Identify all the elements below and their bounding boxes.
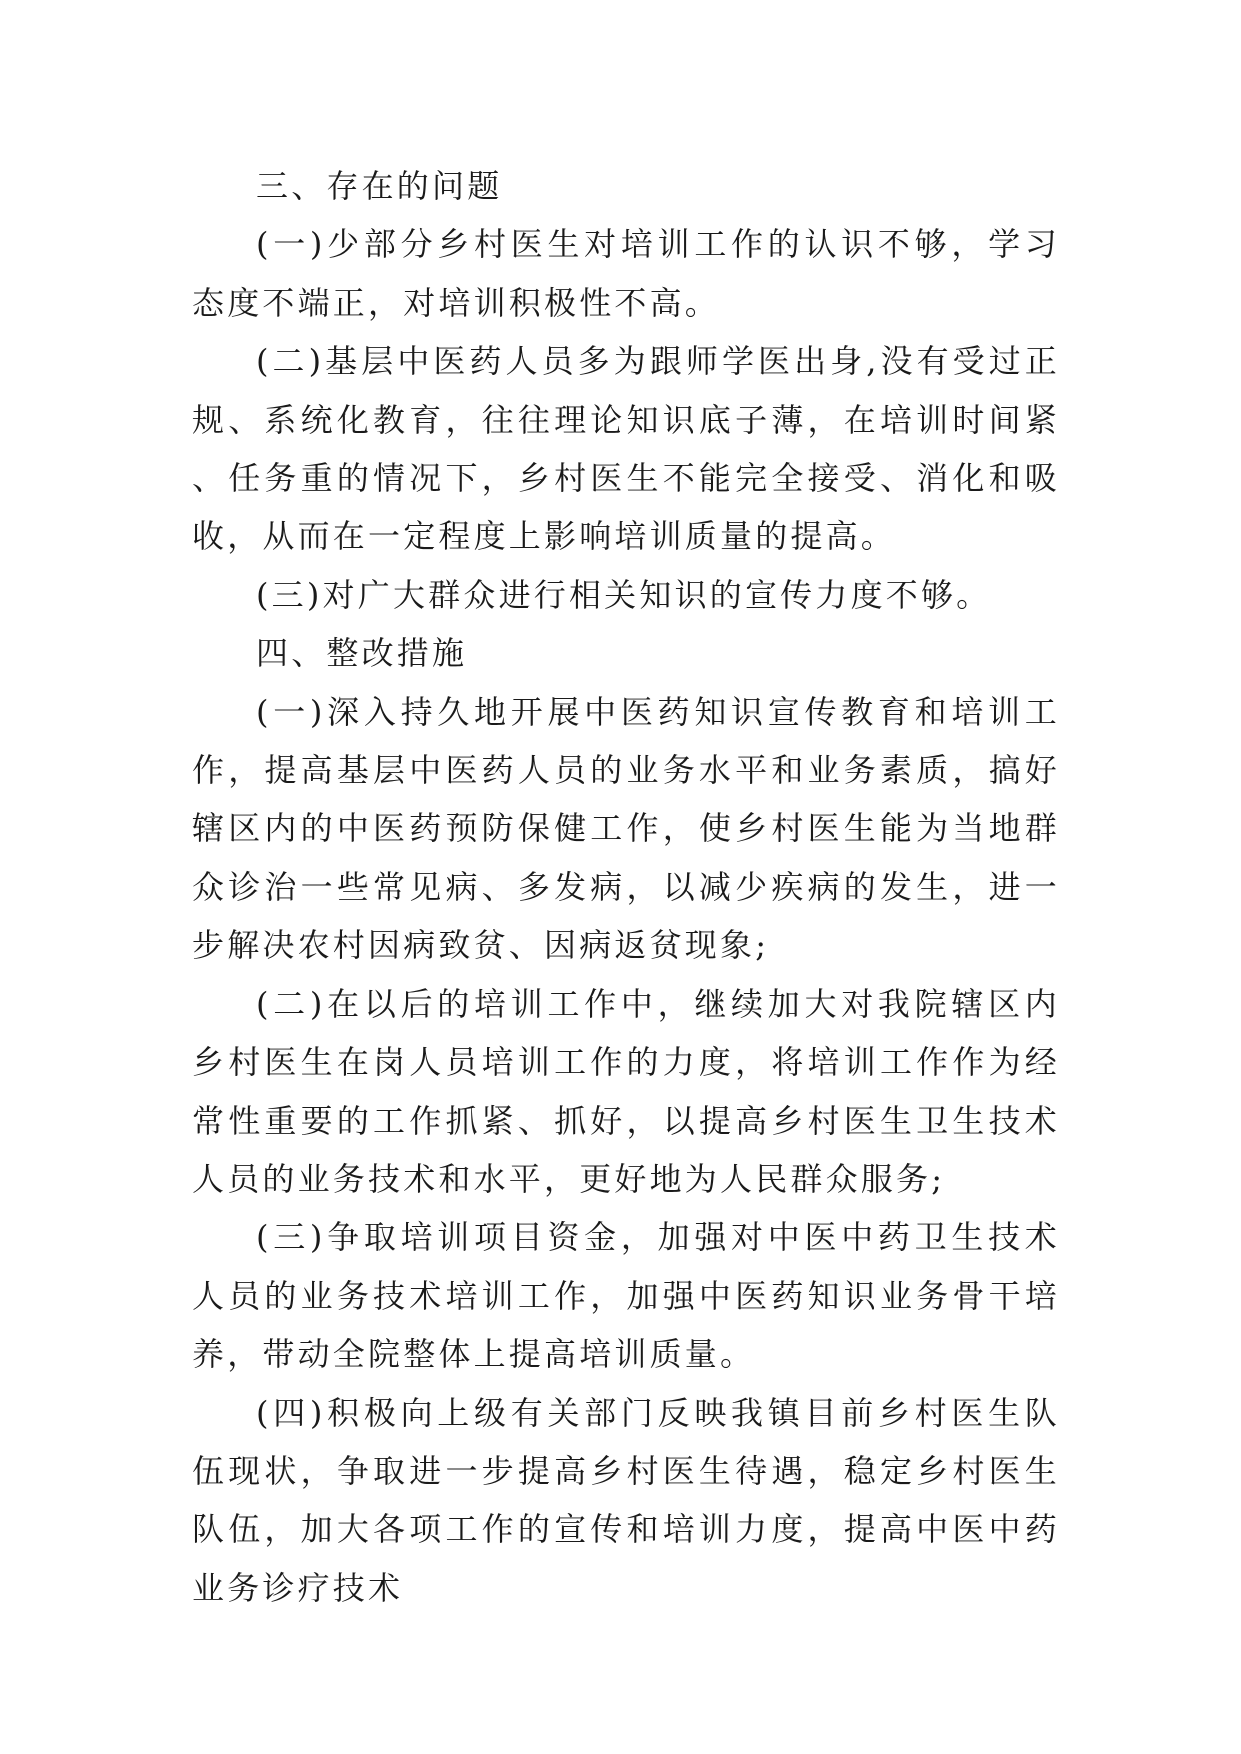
measure-item-4: (四)积极向上级有关部门反映我镇目前乡村医生队伍现状，争取进一步提高乡村医生待遇，稳定乡村医生队伍，加大各项工作的宣传和培训力度，提高中医中药业务诊疗技术 [192, 1393, 1060, 1607]
problem-item-2: (二)基层中医药人员多为跟师学医出身,没有受过正规、系统化教育，往往理论知识底子薄，在培训时间紧、任务重的情况下，乡村医生不能完全接受、消化和吸收，从而在一定程度上影响培训质量的提高。 [192, 342, 1060, 556]
problem-item-3: (三)对广大群众进行相关知识的宣传力度不够。 [256, 575, 992, 614]
problem-item-1: (一)少部分乡村医生对培训工作的认识不够，学习态度不端正，对培训积极性不高。 [192, 225, 1060, 322]
document-body [192, 157, 1060, 1617]
measure-item-3: (三)争取培训项目资金，加强对中医中药卫生技术人员的业务技术培训工作，加强中医药知识业务骨干培养，带动全院整体上提高培训质量。 [192, 1218, 1060, 1374]
measure-item-1: (一)深入持久地开展中医药知识宣传教育和培训工作，提高基层中医药人员的业务水平和业务素质，搞好辖区内的中医药预防保健工作，使乡村医生能为当地群众诊治一些常见病、多发病，以减少疾病的发生，进一步解决农村因病致贫、因病返贫现象; [192, 692, 1060, 965]
measure-item-2: (二)在以后的培训工作中，继续加大对我院辖区内乡村医生在岗人员培训工作的力度，将培训工作作为经常性重要的工作抓紧、抓好，以提高乡村医生卫生技术人员的业务技术和水平，更好地为人民群众服务; [192, 984, 1060, 1198]
section-heading-measures: 四、整改措施 [256, 634, 468, 673]
section-heading-problems: 三、存在的问题 [256, 167, 503, 205]
